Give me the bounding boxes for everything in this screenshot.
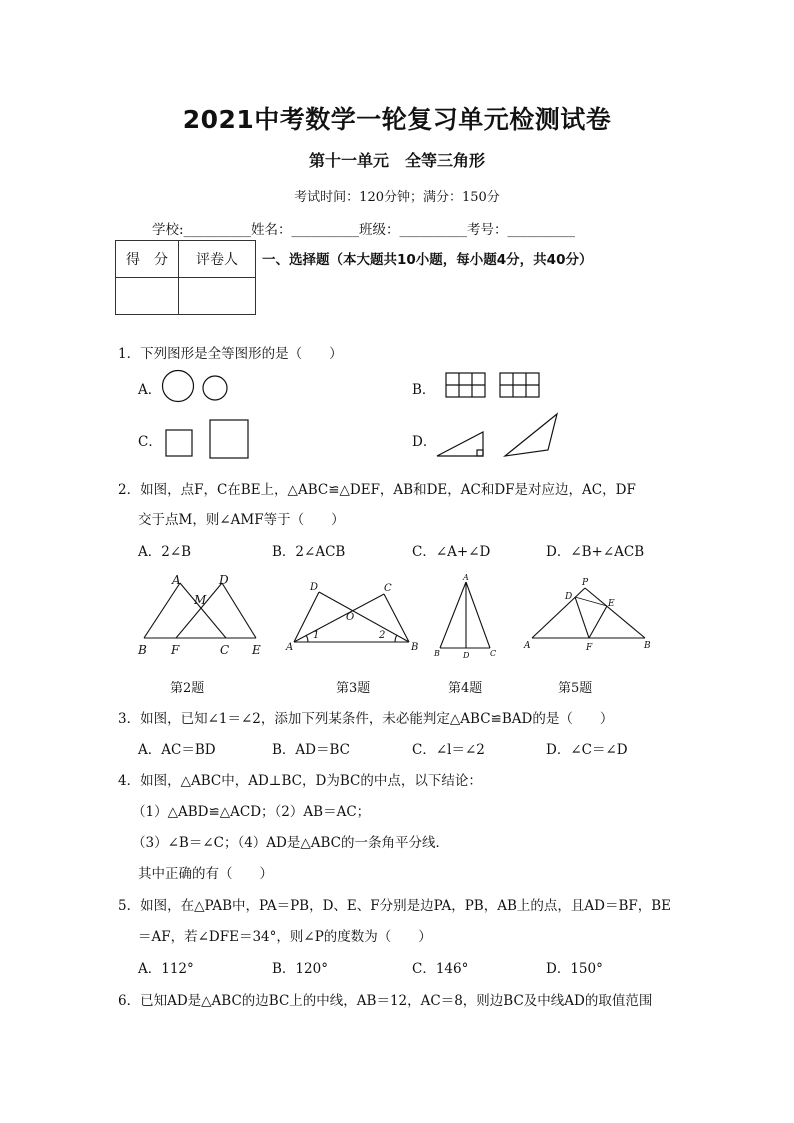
figure-3-caption: 第3题 (336, 681, 371, 696)
q5-option-d: D．150° (546, 961, 603, 977)
q1-option-d: D． (412, 434, 437, 450)
question-4-line1: （1）△ABD≌△ACD；（2）AB＝AC； (132, 804, 371, 820)
q1-option-b: B． (412, 382, 436, 398)
student-info-line: 学校:__________姓名：__________班级：__________考号：__________ (152, 222, 576, 238)
q3-option-a: A．AC＝BD (138, 742, 216, 758)
question-2-stem-line2: 交于点M，则∠AMF等于（ ） (138, 512, 345, 528)
figure-2-caption: 第2题 (170, 681, 205, 696)
fig4-label-b: B (434, 649, 440, 658)
triangle-pair-icon (435, 412, 565, 458)
q2-option-d: D．∠B+∠ACB (546, 544, 645, 560)
fig4-label-d: D (463, 651, 470, 660)
question-6-stem: 6．已知AD是△ABC的边BC上的中线，AB＝12，AC＝8，则边BC及中线AD的取值范围 (118, 993, 653, 1009)
question-4-line3: 其中正确的有（ ） (138, 866, 273, 882)
fig5-label-d: D (565, 592, 573, 602)
fig2-label-f: F (171, 643, 180, 657)
section-heading: 一、选择题（本大题共10小题，每小题4分，共40分） (262, 252, 593, 268)
fig2-label-m: M (194, 593, 207, 607)
score-cell (116, 278, 179, 315)
question-5-stem-line2: ＝AF，若∠DFE＝34°，则∠P的度数为（ ） (138, 929, 432, 945)
figure-5 (520, 574, 660, 654)
page-subtitle: 第十一单元 全等三角形 (308, 151, 485, 170)
fig3-label-b: B (411, 642, 419, 653)
fig5-label-e: E (608, 599, 615, 609)
figure-4-caption: 第4题 (448, 681, 483, 696)
fig3-label-1: 1 (313, 630, 320, 641)
square-pair-icon (165, 418, 255, 460)
grader-cell (179, 278, 256, 315)
fig3-label-c: C (384, 583, 392, 594)
q3-option-d: D．∠C＝∠D (546, 742, 628, 758)
fig2-label-d: D (219, 573, 229, 587)
figure-4 (430, 572, 500, 664)
figure-3 (284, 574, 424, 654)
q3-option-c: C．∠l＝∠2 (412, 742, 485, 758)
question-3-stem: 3．如图，已知∠1＝∠2，添加下列某条件，未必能判定△ABC≌BAD的是（ ） (118, 711, 614, 727)
q2-option-c: C．∠A+∠D (412, 544, 491, 560)
grader-header: 评卷人 (179, 241, 256, 278)
fig2-label-b: B (138, 643, 147, 657)
fig4-label-c: C (490, 649, 497, 658)
q5-option-a: A．112° (138, 961, 194, 977)
q3-option-b: B．AD＝BC (272, 742, 350, 758)
grid-pair-icon (445, 372, 540, 400)
q1-option-c: C． (138, 434, 162, 450)
question-4-line2: （3）∠B＝∠C；（4）AD是△ABC的一条角平分线． (132, 835, 450, 851)
fig3-label-2: 2 (379, 630, 386, 641)
question-5-stem-line1: 5．如图，在△PAB中，PA＝PB，D、E、F分别是边PA，PB，AB上的点，且AD＝BF，BE (118, 898, 672, 914)
fig3-label-a: A (286, 642, 294, 653)
q1-option-a: A． (138, 382, 162, 398)
fig4-label-a: A (463, 573, 469, 582)
figure-2 (136, 570, 266, 660)
fig3-label-d: D (310, 582, 319, 593)
fig5-label-b: B (644, 641, 651, 651)
score-header: 得 分 (116, 241, 179, 278)
question-2-stem-line1: 2．如图，点F，C在BE上，△ABC≌△DEF，AB和DE，AC和DF是对应边，AC，DF (118, 482, 636, 498)
fig5-label-p: P (582, 578, 589, 588)
fig5-label-f: F (586, 643, 593, 653)
page-title: 2021中考数学一轮复习单元检测试卷 (182, 105, 612, 134)
fig2-label-a: A (172, 573, 181, 587)
fig3-label-o: O (346, 612, 355, 623)
figure-5-caption: 第5题 (558, 681, 593, 696)
question-4-stem: 4．如图，△ABC中，AD⊥BC，D为BC的中点，以下结论： (118, 773, 482, 789)
question-1-stem: 1．下列图形是全等图形的是（ ） (118, 346, 343, 362)
exam-time: 考试时间：120分钟；满分：150分 (294, 190, 500, 205)
q5-option-b: B．120° (272, 961, 328, 977)
q2-option-b: B．2∠ACB (272, 544, 346, 560)
fig2-label-e: E (252, 643, 261, 657)
q5-option-c: C．146° (412, 961, 469, 977)
q2-option-a: A．2∠B (138, 544, 192, 560)
fig5-label-a: A (524, 641, 531, 651)
fig2-label-c: C (220, 643, 230, 657)
circle-pair-icon (160, 368, 230, 404)
score-table (115, 240, 256, 315)
